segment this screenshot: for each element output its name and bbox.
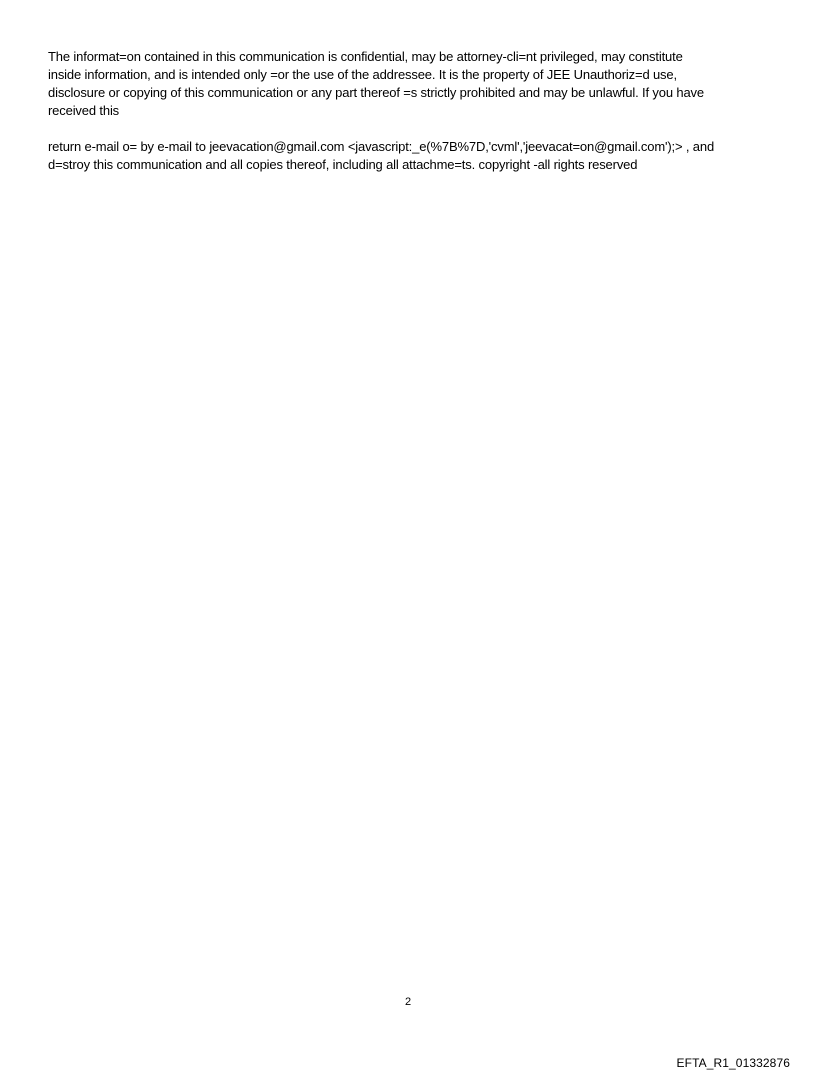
document-body: [48, 48, 768, 174]
confidentiality-notice-paragraph: The informat=on contained in this communication is confidential, may be attorney-cli=nt privileged, may constitute inside information, and is intended only =or the use of the addressee. It is the property of JEE Unauthoriz=d use, disclosure or copying of this communication or any part thereof =s strictly prohibited and may be unlawful. If you have received this: [48, 49, 704, 118]
page-number: 2: [404, 996, 412, 1008]
return-instructions-paragraph: return e-mail o= by e-mail to jeevacation@gmail.com <javascript:_e(%7B%7D,'cvml','jeevacat=on@gmail.com');> , and d=stroy this communication and all copies thereof, including all attachme=ts. copyright -all rights reserved: [48, 139, 715, 172]
bates-number: EFTA_R1_01332876: [676, 1056, 790, 1070]
